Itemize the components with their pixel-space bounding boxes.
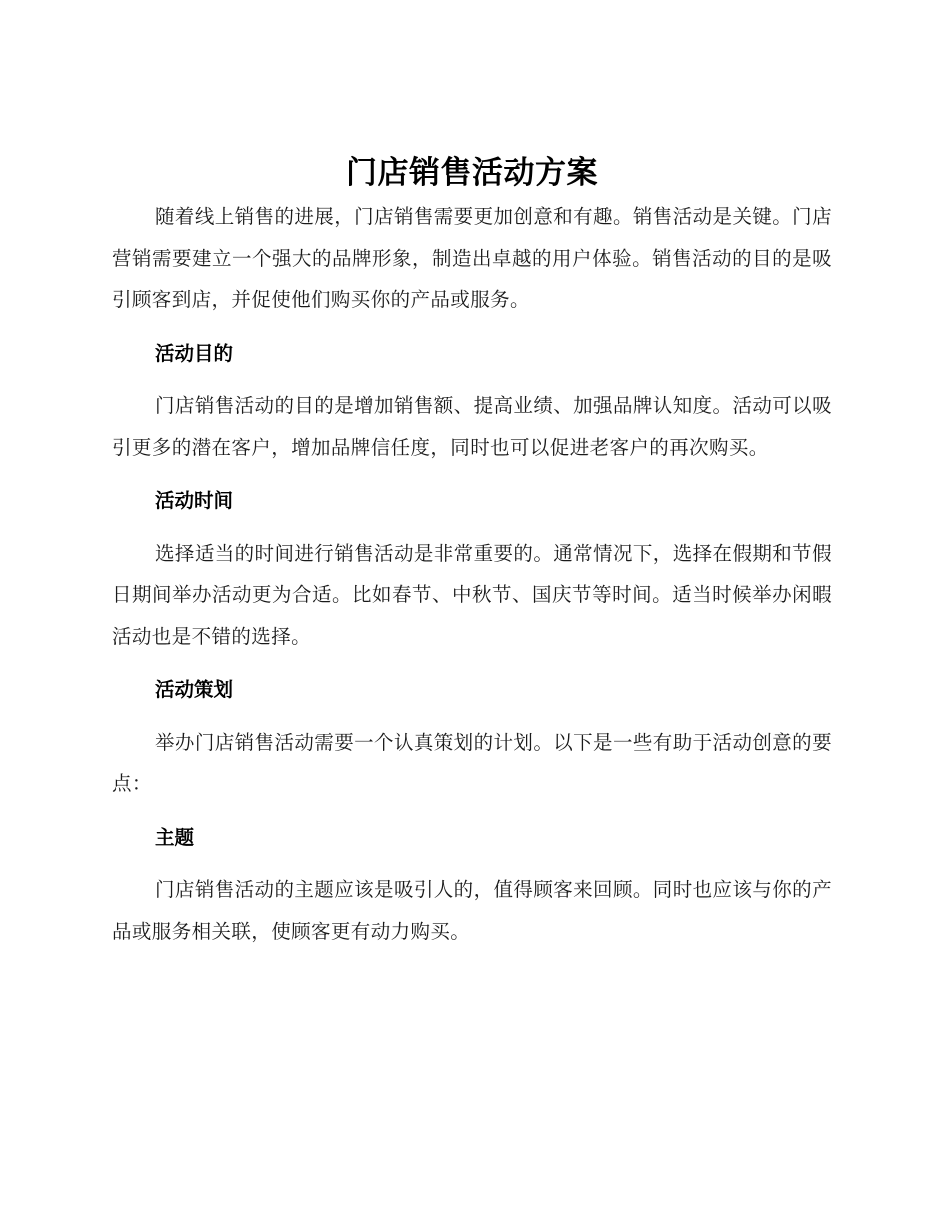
section-heading-theme: 主题 (155, 825, 195, 849)
section-heading-time: 活动时间 (155, 489, 234, 512)
section-body-planning: 举办门店销售活动需要一个认真策划的计划。以下是一些有助于活动创意的要点： (112, 730, 832, 795)
section-heading-planning: 活动策划 (155, 678, 234, 701)
section-body-theme: 门店销售活动的主题应该是吸引人的，值得顾客来回顾。同时也应该与你的产品或服务相关联，使顾客更有动力购买。 (112, 878, 832, 943)
section-body-time: 选择适当的时间进行销售活动是非常重要的。通常情况下，选择在假期和节假日期间举办活动更为合适。比如春节、中秋节、国庆节等时间。适当时候举办闲暇活动也是不错的选择。 (112, 541, 832, 648)
intro-paragraph: 随着线上销售的进展，门店销售需要更加创意和有趣。销售活动是关键。门店营销需要建立一个强大的品牌形象，制造出卓越的用户体验。销售活动的目的是吸引顾客到店，并促使他们购买你的产品或服务。 (112, 205, 832, 311)
document-content (112, 150, 832, 952)
section-heading-purpose: 活动目的 (155, 341, 234, 365)
section-body-purpose: 门店销售活动的目的是增加销售额、提高业绩、加强品牌认知度。活动可以吸引更多的潜在客户，增加品牌信任度，同时也可以促进老客户的再次购买。 (112, 394, 832, 459)
document-title: 门店销售活动方案 (346, 155, 598, 191)
